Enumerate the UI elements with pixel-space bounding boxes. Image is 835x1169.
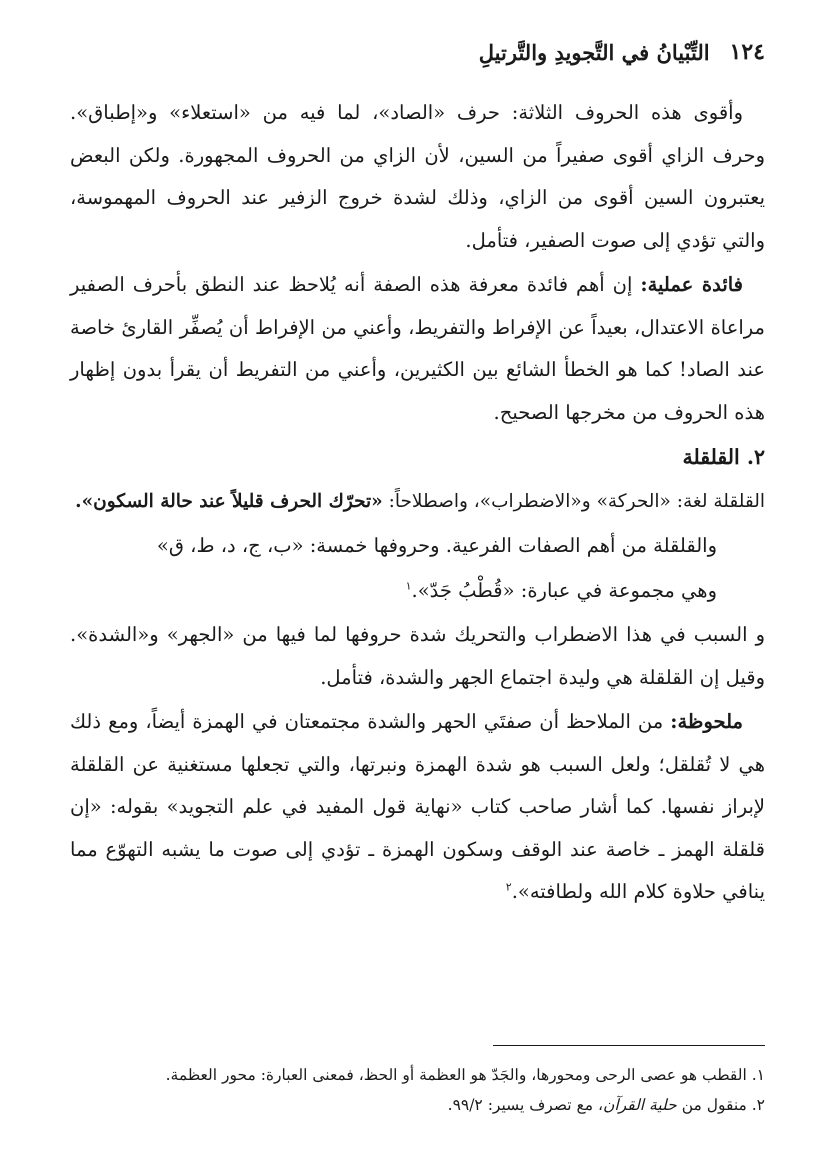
footnote-2: ٢. منقول من حلية القرآن، مع تصرف يسير: ٩٩/٢. — [447, 1096, 765, 1114]
page-number: ١٢٤ — [729, 39, 765, 65]
running-header — [70, 32, 765, 72]
paragraph-strongest-letters: وأقوى هذه الحروف الثلاثة: حرف «الصاد»، لما فيه من «استعلاء» و«إطباق». وحرف الزاي أقوى صفيراً من السين، لأن الزاي من الحروف المجهورة. ولكن البعض يعتبرون السين أقوى من الزاي، وذلك لشدة خروج الزفير عند الحروف المهموسة، والتي تؤدي إلى صوت الصفير، فتأمل. — [70, 101, 765, 252]
footnote-source-title: حلية القرآن — [603, 1096, 677, 1114]
paragraph-note: ملحوظة: من الملاحظ أن صفتَي الحهر والشدة مجتمعتان في الهمزة أيضاً، ومع ذلك هي لا تُقلقل؛ ولعل السبب هو شدة الهمزة ونبرتها، والتي تجعلها مستغنية عن القلقلة لإبراز نفسها. كما أشار صاحب كتاب «نهاية قول المفيد في علم التجويد» بقوله: «إن قلقلة الهمز ـ خاصة عند الوقف وسكون الهمزة ـ تؤدي إلى صوت ما يشبه التهوّع مما ينافي حلاوة كلام الله ولطافته».$^٢$ — [70, 710, 765, 903]
qalqala-definition: القلقلة لغة: «الحركة» و«الاضطراب»، واصطلاحاً: «تحرّك الحرف قليلاً عند حالة السكون». — [75, 490, 765, 512]
section-heading-qalqala: ٢. القلقلة — [682, 445, 765, 469]
practical-benefit-label: فائدة عملية: — [640, 273, 744, 296]
qalqala-mnemonic: وهي مجموعة في عبارة: «قُطْبُ جَدّ».$^١$ — [405, 578, 717, 602]
footnote-1: ١. القطب هو عصى الرحى ومحورها، والجَدّ هو العظمة أو الحظ، فمعنى العبارة: محور العظمة. — [165, 1066, 765, 1084]
qalqala-letters: والقلقلة من أهم الصفات الفرعية. وحروفها خمسة: «ب، ج، د، ط، ق» — [156, 534, 717, 557]
footnote-ref-2[interactable]: ٢ — [505, 880, 512, 894]
definition-term: «تحرّك الحرف قليلاً عند حالة السكون». — [75, 490, 383, 512]
book-title: التِّبْيانُ في التَّجويدِ والتَّرتيلِ — [478, 39, 710, 65]
footnotes — [70, 1060, 765, 1120]
paragraph-practical-benefit: فائدة عملية: إن أهم فائدة معرفة هذه الصفة أنه يُلاحظ عند النطق بأحرف الصفير مراعاة الاعتدال، بعيداً عن الإفراط والتفريط، وأعني من الإفراط أن يُصفِّر القارئ خاصة عند الصاد! كما هو الخطأ الشائع بين الكثيرين، وأعني من التفريط أن يقرأ بدون إظهار هذه الحروف من مخرجها الصحيح. — [70, 273, 765, 424]
footnote-divider — [493, 1045, 765, 1046]
paragraph-cause: و السبب في هذا الاضطراب والتحريك شدة حروفها لما فيها من «الجهر» و«الشدة». وقيل إن القلقلة هي وليدة اجتماع الجهر والشدة، فتأمل. — [70, 623, 765, 689]
main-text — [70, 92, 765, 916]
note-label: ملحوظة: — [670, 710, 744, 733]
footnote-ref-1[interactable]: ١ — [405, 579, 412, 592]
